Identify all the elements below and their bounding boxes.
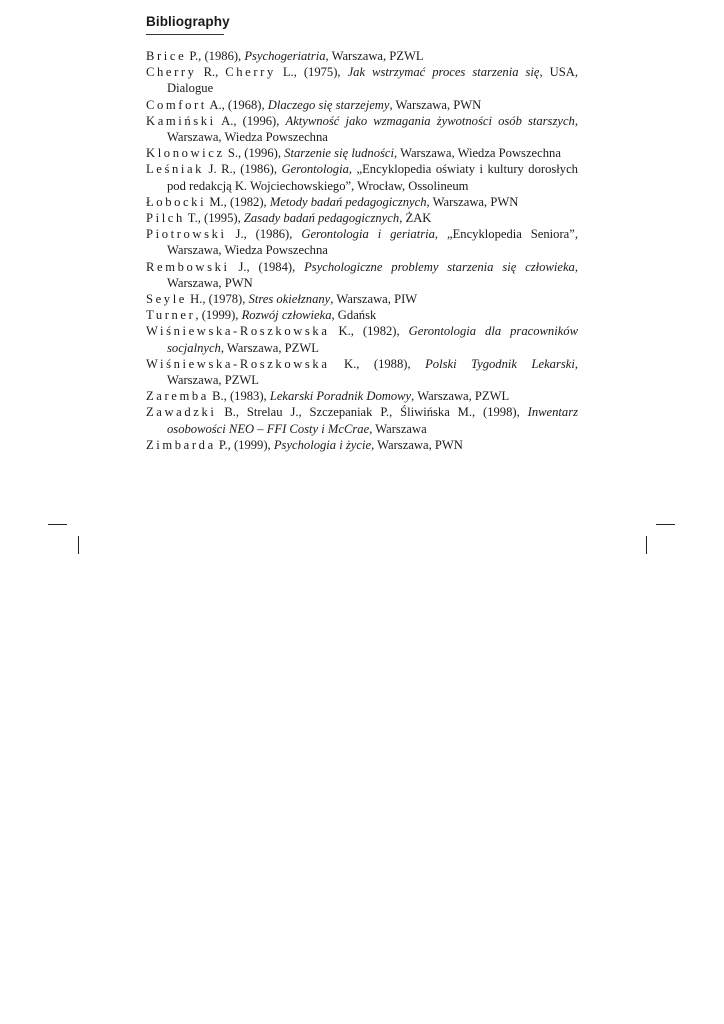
entry-author: Leśniak <box>146 162 205 177</box>
bibliography-entry <box>146 404 578 436</box>
bibliography-entry <box>146 64 578 96</box>
entry-title: Gerontologia dla pracowników socjalnych <box>167 324 578 355</box>
bibliography-entry <box>146 113 578 145</box>
entry-details: J., (1984), <box>229 259 305 274</box>
entry-author: Zaremba <box>146 389 209 404</box>
entry-author: Cherry <box>146 65 197 80</box>
entry-title: Gerontologia i geriatria <box>301 227 435 242</box>
bibliography-entry <box>146 323 578 355</box>
bibliography-entry <box>146 97 578 113</box>
entry-publisher: , Warszawa, PWN <box>389 97 482 112</box>
entry-details: R., <box>196 65 226 80</box>
entry-publisher: , Warszawa, PWN <box>371 437 463 452</box>
entry-publisher: , Warszawa, Wiedza Powszechna <box>167 113 578 145</box>
entry-details: B., (1983), <box>208 389 270 404</box>
entry-author: Klonowicz <box>146 146 225 161</box>
entry-details: K., (1988), <box>329 356 426 371</box>
entry-details: M., (1982), <box>206 194 270 209</box>
entry-title: Psychologia i życie <box>273 437 372 452</box>
crop-mark <box>48 524 67 525</box>
entry-details: K., (1982), <box>329 324 409 339</box>
crop-mark <box>646 536 647 554</box>
entry-author: Comfort <box>146 97 207 112</box>
bibliography-entry <box>146 356 578 388</box>
entry-title: Polski Tygodnik Lekarski <box>425 356 575 371</box>
entry-details: S., (1996), <box>224 146 285 161</box>
entry-publisher: , Warszawa <box>369 421 427 436</box>
entry-details-2: L., (1975), <box>275 65 348 80</box>
bibliography-entry <box>146 291 578 307</box>
page-title: Bibliography <box>146 14 230 29</box>
bibliography-entry <box>146 437 578 453</box>
entry-details: P., (1986), <box>186 49 245 63</box>
entry-author: Rembowski <box>146 259 230 274</box>
heading-underline <box>146 34 224 35</box>
entry-author: Wiśniewska-Roszkowska <box>146 324 330 339</box>
entry-publisher: , Warszawa, PZWL <box>411 389 510 404</box>
entry-publisher: , ŻAK <box>399 211 432 226</box>
entry-author: Zawadzki <box>146 405 217 420</box>
entry-publisher: , Warszawa, PZWL <box>220 340 319 355</box>
entry-author: Pilch <box>146 211 185 226</box>
entry-details: J. R., (1986), <box>204 162 282 177</box>
entry-title: Psychologiczne problemy starzenia się człowieka <box>304 259 575 274</box>
bibliography-entry <box>146 145 578 161</box>
crop-mark <box>78 536 79 554</box>
entry-title: Jak wstrzymać proces starzenia się <box>347 65 540 80</box>
bibliography-entry <box>146 161 578 193</box>
bibliography-list <box>146 48 578 453</box>
entry-author: Łobocki <box>146 194 207 209</box>
entry-publisher: , Warszawa, PIW <box>330 292 418 307</box>
bibliography-entry <box>146 259 578 291</box>
bibliography-entry <box>146 307 578 323</box>
entry-title: Inwentarz osobowości NEO – FFI Costy i McCrae <box>167 405 578 436</box>
entry-author: Kamiński <box>146 113 216 128</box>
entry-publisher: , Warszawa, Wiedza Powszechna <box>394 146 561 161</box>
entry-title: Psychogeriatria <box>244 49 326 63</box>
entry-publisher: , „Encyklopedia Seniora”, Warszawa, Wiedza Powszechna <box>167 227 578 258</box>
bibliography-entry <box>146 194 578 210</box>
entry-details: H., (1978), <box>186 292 249 307</box>
entry-author: Turner <box>146 308 196 323</box>
entry-title: Starzenie się ludności <box>284 146 394 161</box>
entry-author: Brice <box>146 49 187 63</box>
bibliography-entry <box>146 388 578 404</box>
entry-title: Lekarski Poradnik Domowy <box>269 389 412 404</box>
entry-author-2: Cherry <box>225 65 276 80</box>
bibliography-entry <box>146 226 578 258</box>
entry-details: J., (1986), <box>226 227 302 242</box>
entry-details: A., (1996), <box>215 113 286 128</box>
entry-publisher: , „Encyklopedia oświaty i kultury dorosłych pod redakcją K. Wojciechowskiego”, Wrocław, Ossolineum <box>167 162 578 193</box>
entry-title: Aktywność jako wzmagania żywotności osób starszych <box>285 113 575 128</box>
bibliography-entry <box>146 48 578 64</box>
entry-publisher: , Warszawa, PZWL <box>325 49 424 63</box>
entry-details: B., Strelau J., Szczepaniak P., Śliwińska M., (1998), <box>216 405 528 420</box>
entry-publisher: , Warszawa, PWN <box>426 194 519 209</box>
entry-details: P., (1999), <box>215 437 274 452</box>
entry-publisher: , Warszawa, PWN <box>167 259 578 290</box>
entry-details: , (1999), <box>195 308 242 323</box>
bibliography-entry <box>146 210 578 226</box>
entry-title: Stres okiełznany <box>248 292 331 307</box>
entry-publisher: , Warszawa, PZWL <box>167 356 578 388</box>
entry-details: T., (1995), <box>184 211 244 226</box>
crop-mark <box>656 524 675 525</box>
entry-author: Seyle <box>146 292 187 307</box>
entry-title: Rozwój człowieka <box>241 308 332 323</box>
entry-title: Dlaczego się starzejemy <box>267 97 390 112</box>
entry-details: A., (1968), <box>206 97 268 112</box>
entry-title: Metody badań pedagogicznych <box>269 194 427 209</box>
entry-author: Zimbarda <box>146 437 216 452</box>
entry-title: Zasady badań pedagogicznych <box>243 211 400 226</box>
entry-title: Gerontologia <box>281 162 349 177</box>
entry-author: Wiśniewska-Roszkowska <box>146 356 330 371</box>
entry-publisher: , Gdańsk <box>331 308 377 323</box>
entry-publisher: , USA, Dialogue <box>167 65 578 96</box>
entry-author: Piotrowski <box>146 227 227 242</box>
